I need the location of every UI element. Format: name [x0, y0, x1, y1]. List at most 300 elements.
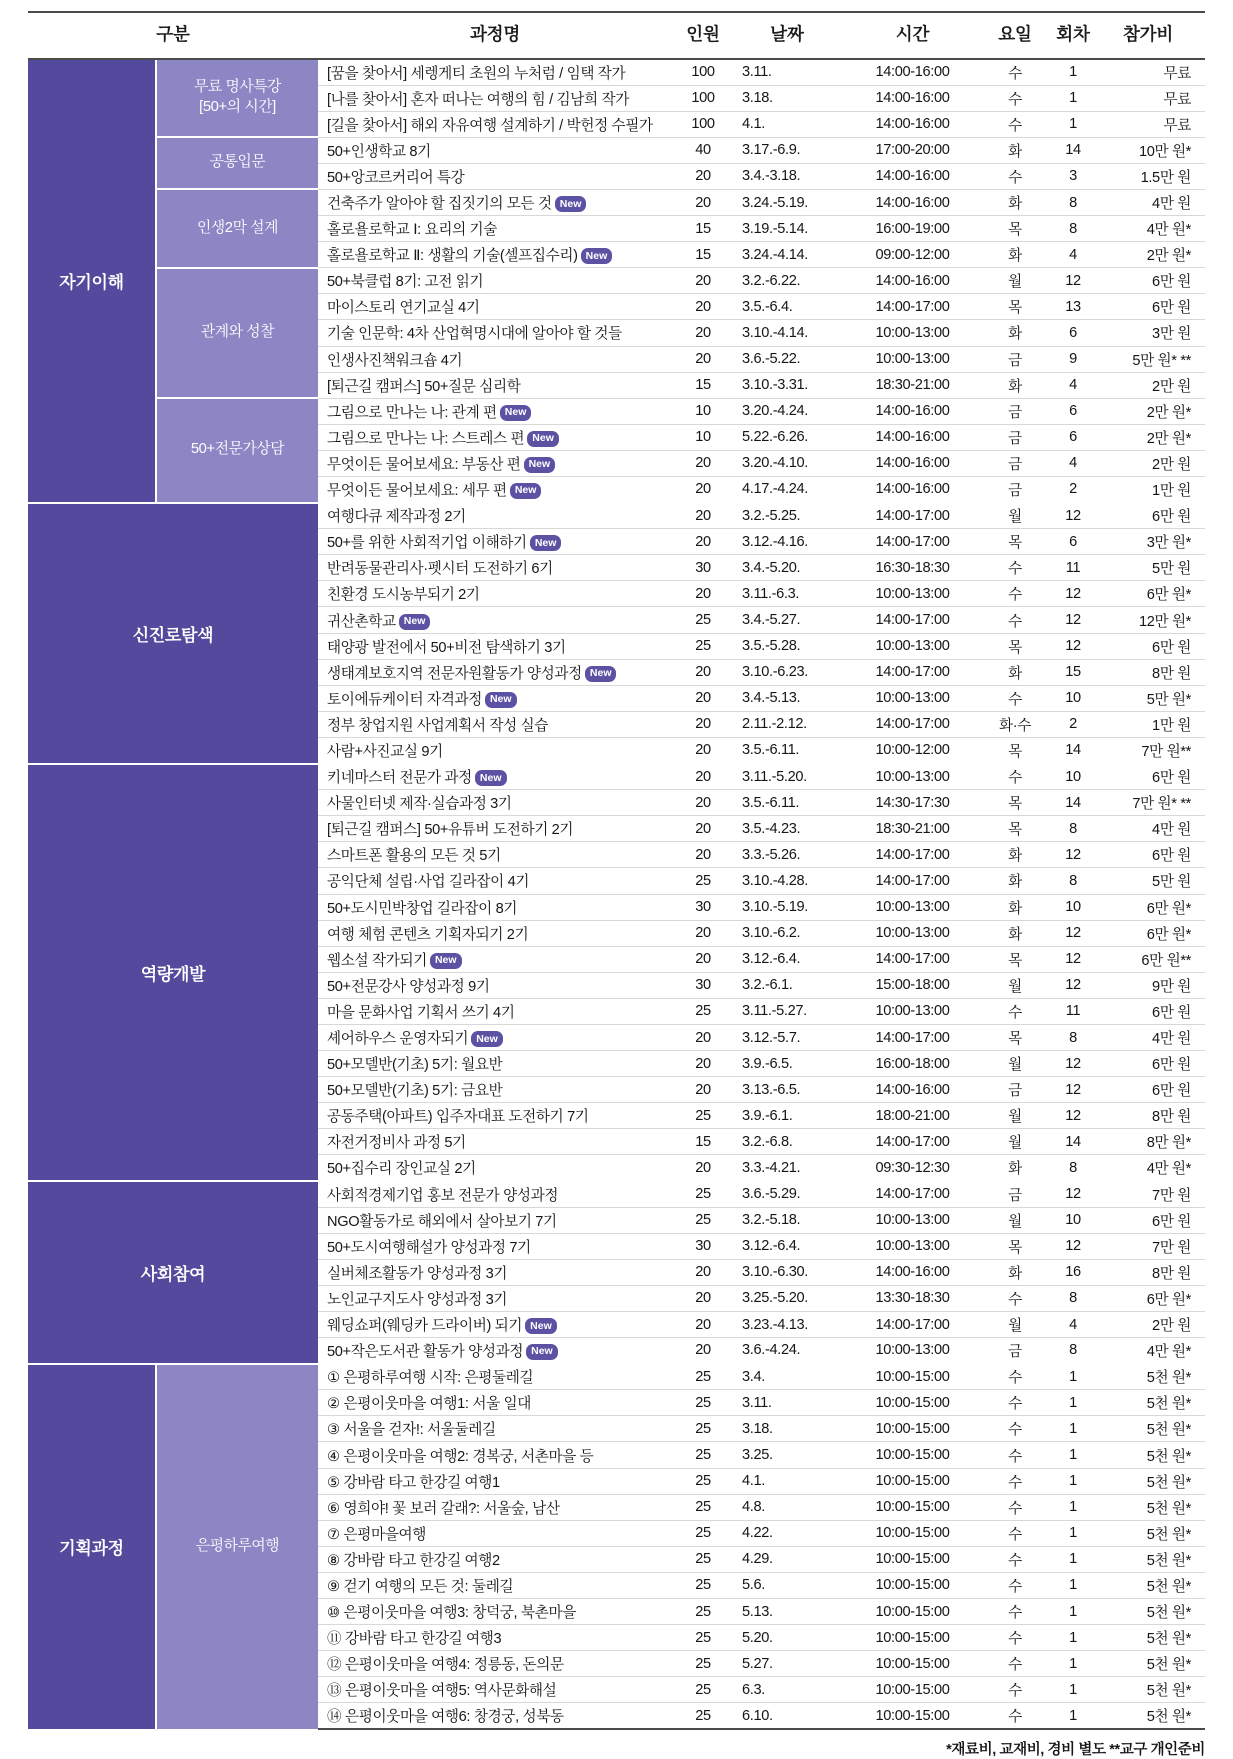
day-cell: 화 — [985, 1155, 1045, 1181]
sessions-cell: 8 — [1045, 868, 1101, 894]
day-cell: 수 — [985, 555, 1045, 581]
day-cell: 화 — [985, 137, 1045, 163]
sessions-cell: 1 — [1045, 1416, 1101, 1442]
subcategory-cell: 50+전문가상담 — [156, 398, 318, 502]
capacity-cell: 25 — [672, 1546, 734, 1572]
capacity-cell: 40 — [672, 137, 734, 163]
capacity-cell: 25 — [672, 1599, 734, 1625]
subcategory-cell: 인생2막 설계 — [156, 189, 318, 267]
time-cell: 14:00-16:00 — [840, 111, 985, 137]
day-cell: 수 — [985, 607, 1045, 633]
sessions-cell: 8 — [1045, 189, 1101, 215]
time-cell: 14:00-17:00 — [840, 659, 985, 685]
day-cell: 수 — [985, 111, 1045, 137]
course-name-cell: NGO활동가로 해외에서 살아보기 7기 — [318, 1207, 672, 1233]
day-cell: 수 — [985, 59, 1045, 85]
fee-cell: 5천 원* — [1101, 1546, 1205, 1572]
fee-cell: 6만 원* — [1101, 920, 1205, 946]
time-cell: 14:00-17:00 — [840, 1312, 985, 1338]
fee-cell: 6만 원 — [1101, 1077, 1205, 1103]
capacity-cell: 25 — [672, 1651, 734, 1677]
date-cell: 3.6.-5.29. — [734, 1181, 840, 1207]
course-name-cell: 건축주가 알아야 할 집짓기의 모든 것 New — [318, 189, 672, 215]
new-badge: New — [585, 666, 617, 682]
table-row — [28, 1181, 1205, 1207]
date-cell: 3.10.-5.19. — [734, 894, 840, 920]
day-cell: 화 — [985, 242, 1045, 268]
sessions-cell: 4 — [1045, 450, 1101, 476]
sessions-cell: 1 — [1045, 1572, 1101, 1598]
date-cell: 5.22.-6.26. — [734, 424, 840, 450]
sessions-cell: 1 — [1045, 1364, 1101, 1390]
course-name-cell: 스마트폰 활용의 모든 것 5기 — [318, 842, 672, 868]
day-cell: 수 — [985, 1520, 1045, 1546]
time-cell: 14:00-16:00 — [840, 163, 985, 189]
capacity-cell: 25 — [672, 1703, 734, 1729]
day-cell: 월 — [985, 1312, 1045, 1338]
time-cell: 10:00-15:00 — [840, 1599, 985, 1625]
course-schedule-table — [28, 11, 1205, 1730]
category-cell: 기획과정 — [28, 1364, 156, 1729]
course-name-cell: 50+집수리 장인교실 2기 — [318, 1155, 672, 1181]
fee-cell: 2만 원 — [1101, 1312, 1205, 1338]
capacity-cell: 25 — [672, 1677, 734, 1703]
day-cell: 수 — [985, 1651, 1045, 1677]
date-cell: 4.22. — [734, 1520, 840, 1546]
sessions-cell: 10 — [1045, 1207, 1101, 1233]
course-name-cell: ⑤ 강바람 타고 한강길 여행1 — [318, 1468, 672, 1494]
date-cell: 3.20.-4.10. — [734, 450, 840, 476]
capacity-cell: 100 — [672, 85, 734, 111]
capacity-cell: 20 — [672, 268, 734, 294]
capacity-cell: 20 — [672, 1024, 734, 1050]
date-cell: 3.11. — [734, 1390, 840, 1416]
date-cell: 3.11.-5.27. — [734, 998, 840, 1024]
time-cell: 10:00-15:00 — [840, 1625, 985, 1651]
day-cell: 수 — [985, 685, 1045, 711]
sessions-cell: 10 — [1045, 764, 1101, 790]
sessions-cell: 8 — [1045, 1155, 1101, 1181]
course-name-cell: 마이스토리 연기교실 4기 — [318, 294, 672, 320]
date-cell: 3.3.-4.21. — [734, 1155, 840, 1181]
fee-cell: 2만 원 — [1101, 450, 1205, 476]
date-cell: 3.18. — [734, 1416, 840, 1442]
date-cell: 3.18. — [734, 85, 840, 111]
course-name-cell: 50+작은도서관 활동가 양성과정 New — [318, 1338, 672, 1364]
sessions-cell: 1 — [1045, 1546, 1101, 1572]
day-cell: 금 — [985, 450, 1045, 476]
day-cell: 월 — [985, 972, 1045, 998]
day-cell: 월 — [985, 1051, 1045, 1077]
sessions-cell: 10 — [1045, 894, 1101, 920]
sessions-cell: 14 — [1045, 1129, 1101, 1155]
sessions-cell: 12 — [1045, 1077, 1101, 1103]
day-cell: 화·수 — [985, 711, 1045, 737]
sessions-cell: 11 — [1045, 998, 1101, 1024]
course-name-cell: 50+모델반(기초) 5기: 월요반 — [318, 1051, 672, 1077]
capacity-cell: 10 — [672, 398, 734, 424]
table-row — [28, 59, 1205, 85]
fee-cell: 6만 원** — [1101, 946, 1205, 972]
sessions-cell: 9 — [1045, 346, 1101, 372]
day-cell: 목 — [985, 946, 1045, 972]
time-cell: 14:00-16:00 — [840, 424, 985, 450]
fee-cell: 6만 원* — [1101, 894, 1205, 920]
sessions-cell: 6 — [1045, 320, 1101, 346]
capacity-cell: 20 — [672, 529, 734, 555]
course-name-cell: ⑦ 은평마을여행 — [318, 1520, 672, 1546]
sessions-cell: 2 — [1045, 477, 1101, 503]
day-cell: 수 — [985, 1442, 1045, 1468]
fee-cell: 5천 원* — [1101, 1416, 1205, 1442]
time-cell: 10:00-15:00 — [840, 1546, 985, 1572]
sessions-cell: 12 — [1045, 920, 1101, 946]
date-cell: 3.2.-6.22. — [734, 268, 840, 294]
day-cell: 수 — [985, 1364, 1045, 1390]
day-cell: 수 — [985, 1468, 1045, 1494]
date-cell: 3.4. — [734, 1364, 840, 1390]
date-cell: 3.10.-4.28. — [734, 868, 840, 894]
fee-cell: 5천 원* — [1101, 1703, 1205, 1729]
course-name-cell: 50+전문강사 양성과정 9기 — [318, 972, 672, 998]
table-row — [28, 764, 1205, 790]
fee-cell: 6만 원* — [1101, 581, 1205, 607]
day-cell: 금 — [985, 1077, 1045, 1103]
time-cell: 10:00-15:00 — [840, 1416, 985, 1442]
course-name-cell: 그림으로 만나는 나: 스트레스 편 New — [318, 424, 672, 450]
sessions-cell: 12 — [1045, 946, 1101, 972]
capacity-cell: 30 — [672, 555, 734, 581]
course-name-cell: ⑧ 강바람 타고 한강길 여행2 — [318, 1546, 672, 1572]
date-cell: 3.10.-6.2. — [734, 920, 840, 946]
capacity-cell: 20 — [672, 946, 734, 972]
date-cell: 3.12.-4.16. — [734, 529, 840, 555]
fee-cell: 7만 원 — [1101, 1181, 1205, 1207]
course-name-cell: ② 은평이웃마을 여행1: 서울 일대 — [318, 1390, 672, 1416]
capacity-cell: 20 — [672, 816, 734, 842]
time-cell: 10:00-13:00 — [840, 764, 985, 790]
date-cell: 3.12.-6.4. — [734, 1233, 840, 1259]
capacity-cell: 20 — [672, 294, 734, 320]
day-cell: 금 — [985, 424, 1045, 450]
table-row — [28, 189, 1205, 215]
course-name-cell: 홀로욜로학교 Ⅰ: 요리의 기술 — [318, 216, 672, 242]
date-cell: 3.25.-5.20. — [734, 1285, 840, 1311]
course-name-cell: 50+도시여행해설가 양성과정 7기 — [318, 1233, 672, 1259]
date-cell: 5.6. — [734, 1572, 840, 1598]
time-cell: 10:00-15:00 — [840, 1364, 985, 1390]
sessions-cell: 8 — [1045, 1024, 1101, 1050]
day-cell: 화 — [985, 894, 1045, 920]
time-cell: 18:30-21:00 — [840, 372, 985, 398]
day-cell: 금 — [985, 1338, 1045, 1364]
fee-cell: 5만 원 — [1101, 555, 1205, 581]
capacity-cell: 15 — [672, 242, 734, 268]
fee-cell: 4만 원 — [1101, 189, 1205, 215]
day-cell: 화 — [985, 1259, 1045, 1285]
sessions-cell: 12 — [1045, 268, 1101, 294]
sessions-cell: 6 — [1045, 398, 1101, 424]
date-cell: 3.11.-6.3. — [734, 581, 840, 607]
course-name-cell: ① 은평하루여행 시작: 은평둘레길 — [318, 1364, 672, 1390]
day-cell: 목 — [985, 1024, 1045, 1050]
table-row — [28, 398, 1205, 424]
time-cell: 15:00-18:00 — [840, 972, 985, 998]
new-badge: New — [555, 196, 587, 212]
time-cell: 14:30-17:30 — [840, 790, 985, 816]
capacity-cell: 25 — [672, 1207, 734, 1233]
capacity-cell: 20 — [672, 842, 734, 868]
date-cell: 3.4.-5.13. — [734, 685, 840, 711]
capacity-cell: 25 — [672, 1390, 734, 1416]
day-cell: 수 — [985, 1285, 1045, 1311]
new-badge: New — [527, 431, 559, 447]
new-badge: New — [526, 1344, 558, 1360]
date-cell: 2.11.-2.12. — [734, 711, 840, 737]
course-name-cell: 기술 인문학: 4차 산업혁명시대에 알아야 할 것들 — [318, 320, 672, 346]
date-cell: 3.25. — [734, 1442, 840, 1468]
date-cell: 3.11. — [734, 59, 840, 85]
time-cell: 16:30-18:30 — [840, 555, 985, 581]
fee-cell: 5천 원* — [1101, 1442, 1205, 1468]
fee-cell: 1만 원 — [1101, 477, 1205, 503]
date-cell: 3.5.-6.4. — [734, 294, 840, 320]
fee-cell: 2만 원* — [1101, 242, 1205, 268]
fee-cell: 8만 원 — [1101, 1259, 1205, 1285]
time-cell: 10:00-15:00 — [840, 1703, 985, 1729]
new-badge: New — [510, 483, 542, 499]
capacity-cell: 20 — [672, 1285, 734, 1311]
day-cell: 수 — [985, 998, 1045, 1024]
day-cell: 수 — [985, 1494, 1045, 1520]
time-cell: 17:00-20:00 — [840, 137, 985, 163]
day-cell: 목 — [985, 633, 1045, 659]
fee-cell: 4만 원* — [1101, 1155, 1205, 1181]
day-cell: 목 — [985, 1233, 1045, 1259]
subcategory-cell: 은평하루여행 — [156, 1364, 318, 1729]
time-cell: 14:00-17:00 — [840, 711, 985, 737]
header-row — [28, 12, 1205, 59]
capacity-cell: 20 — [672, 450, 734, 476]
capacity-cell: 20 — [672, 1338, 734, 1364]
course-name-cell: [퇴근길 캠퍼스] 50+질문 심리학 — [318, 372, 672, 398]
date-cell: 3.10.-6.30. — [734, 1259, 840, 1285]
course-name-cell: 50+앙코르커리어 특강 — [318, 163, 672, 189]
time-cell: 10:00-13:00 — [840, 1233, 985, 1259]
time-cell: 14:00-16:00 — [840, 59, 985, 85]
fee-cell: 1.5만 원 — [1101, 163, 1205, 189]
course-name-cell: ⑪ 강바람 타고 한강길 여행3 — [318, 1625, 672, 1651]
course-name-cell: 여행 체험 콘텐츠 기획자되기 2기 — [318, 920, 672, 946]
fee-cell: 6만 원 — [1101, 633, 1205, 659]
date-cell: 3.5.-5.28. — [734, 633, 840, 659]
fee-cell: 무료 — [1101, 111, 1205, 137]
sessions-cell: 14 — [1045, 137, 1101, 163]
capacity-cell: 25 — [672, 1364, 734, 1390]
fee-cell: 6만 원 — [1101, 764, 1205, 790]
course-name-cell: 50+인생학교 8기 — [318, 137, 672, 163]
date-cell: 3.4.-5.27. — [734, 607, 840, 633]
fee-cell: 6만 원 — [1101, 503, 1205, 529]
table-row — [28, 503, 1205, 529]
date-cell: 5.27. — [734, 1651, 840, 1677]
sessions-cell: 8 — [1045, 216, 1101, 242]
course-name-cell: 그림으로 만나는 나: 관계 편 New — [318, 398, 672, 424]
course-name-cell: 50+도시민박창업 길라잡이 8기 — [318, 894, 672, 920]
course-name-cell: ⑬ 은평이웃마을 여행5: 역사문화해설 — [318, 1677, 672, 1703]
table-row — [28, 137, 1205, 163]
date-cell: 3.10.-6.23. — [734, 659, 840, 685]
header-sessions: 회차 — [1045, 12, 1101, 59]
new-badge: New — [475, 770, 507, 786]
capacity-cell: 25 — [672, 1181, 734, 1207]
capacity-cell: 20 — [672, 477, 734, 503]
fee-cell: 5천 원* — [1101, 1677, 1205, 1703]
day-cell: 수 — [985, 1416, 1045, 1442]
time-cell: 14:00-17:00 — [840, 868, 985, 894]
day-cell: 화 — [985, 842, 1045, 868]
subcategory-cell: 공통입문 — [156, 137, 318, 189]
day-cell: 월 — [985, 1129, 1045, 1155]
course-name-cell: 자전거정비사 과정 5기 — [318, 1129, 672, 1155]
sessions-cell: 14 — [1045, 737, 1101, 763]
new-badge: New — [530, 535, 562, 551]
day-cell: 목 — [985, 816, 1045, 842]
sessions-cell: 1 — [1045, 1703, 1101, 1729]
time-cell: 10:00-13:00 — [840, 998, 985, 1024]
capacity-cell: 15 — [672, 216, 734, 242]
category-cell: 사회참여 — [28, 1181, 318, 1364]
sessions-cell: 1 — [1045, 1494, 1101, 1520]
fee-cell: 5천 원* — [1101, 1625, 1205, 1651]
course-name-cell: ⑩ 은평이웃마을 여행3: 창덕궁, 북촌마을 — [318, 1599, 672, 1625]
capacity-cell: 20 — [672, 1312, 734, 1338]
capacity-cell: 25 — [672, 1442, 734, 1468]
capacity-cell: 25 — [672, 1416, 734, 1442]
time-cell: 14:00-16:00 — [840, 85, 985, 111]
sessions-cell: 1 — [1045, 1651, 1101, 1677]
day-cell: 수 — [985, 85, 1045, 111]
category-cell: 신진로탐색 — [28, 503, 318, 764]
fee-cell: 2만 원 — [1101, 372, 1205, 398]
sessions-cell: 12 — [1045, 842, 1101, 868]
date-cell: 4.8. — [734, 1494, 840, 1520]
time-cell: 10:00-15:00 — [840, 1572, 985, 1598]
course-name-cell: 여행다큐 제작과정 2기 — [318, 503, 672, 529]
course-name-cell: ④ 은평이웃마을 여행2: 경복궁, 서촌마을 등 — [318, 1442, 672, 1468]
time-cell: 14:00-17:00 — [840, 1129, 985, 1155]
new-badge: New — [399, 614, 431, 630]
time-cell: 14:00-16:00 — [840, 1077, 985, 1103]
sessions-cell: 12 — [1045, 581, 1101, 607]
course-name-cell: 토이에듀케이터 자격과정 New — [318, 685, 672, 711]
time-cell: 10:00-13:00 — [840, 894, 985, 920]
date-cell: 3.5.-6.11. — [734, 737, 840, 763]
course-name-cell: ⑭ 은평이웃마을 여행6: 창경궁, 성북동 — [318, 1703, 672, 1729]
day-cell: 수 — [985, 764, 1045, 790]
sessions-cell: 4 — [1045, 1312, 1101, 1338]
course-name-cell: [나를 찾아서] 혼자 떠나는 여행의 힘 / 김남희 작가 — [318, 85, 672, 111]
course-name-cell: 셰어하우스 운영자되기 New — [318, 1024, 672, 1050]
sessions-cell: 12 — [1045, 972, 1101, 998]
day-cell: 목 — [985, 790, 1045, 816]
time-cell: 14:00-16:00 — [840, 398, 985, 424]
day-cell: 화 — [985, 372, 1045, 398]
capacity-cell: 15 — [672, 372, 734, 398]
sessions-cell: 6 — [1045, 424, 1101, 450]
capacity-cell: 25 — [672, 633, 734, 659]
capacity-cell: 20 — [672, 581, 734, 607]
fee-cell: 5천 원* — [1101, 1390, 1205, 1416]
date-cell: 3.2.-6.1. — [734, 972, 840, 998]
time-cell: 16:00-19:00 — [840, 216, 985, 242]
sessions-cell: 1 — [1045, 1599, 1101, 1625]
date-cell: 3.24.-5.19. — [734, 189, 840, 215]
table-row — [28, 1364, 1205, 1390]
course-name-cell: ⑫ 은평이웃마을 여행4: 정릉동, 돈의문 — [318, 1651, 672, 1677]
course-name-cell: [꿈을 찾아서] 세렝게티 초원의 누처럼 / 임택 작가 — [318, 59, 672, 85]
capacity-cell: 15 — [672, 1129, 734, 1155]
fee-cell: 5만 원 — [1101, 868, 1205, 894]
header-fee: 참가비 — [1101, 12, 1205, 59]
capacity-cell: 20 — [672, 685, 734, 711]
sessions-cell: 14 — [1045, 790, 1101, 816]
sessions-cell: 1 — [1045, 1520, 1101, 1546]
day-cell: 금 — [985, 398, 1045, 424]
course-name-cell: 공익단체 설립·사업 길라잡이 4기 — [318, 868, 672, 894]
sessions-cell: 2 — [1045, 711, 1101, 737]
header-capacity: 인원 — [672, 12, 734, 59]
fee-cell: 4만 원 — [1101, 816, 1205, 842]
course-name-cell: 마을 문화사업 기획서 쓰기 4기 — [318, 998, 672, 1024]
fee-cell: 6만 원 — [1101, 842, 1205, 868]
fee-cell: 9만 원 — [1101, 972, 1205, 998]
sessions-cell: 1 — [1045, 111, 1101, 137]
fee-cell: 1만 원 — [1101, 711, 1205, 737]
table-footnote: *재료비, 교재비, 경비 별도 **교구 개인준비 — [946, 1742, 1205, 1758]
capacity-cell: 25 — [672, 1572, 734, 1598]
time-cell: 10:00-15:00 — [840, 1468, 985, 1494]
capacity-cell: 20 — [672, 790, 734, 816]
capacity-cell: 25 — [672, 1520, 734, 1546]
sessions-cell: 13 — [1045, 294, 1101, 320]
time-cell: 14:00-17:00 — [840, 946, 985, 972]
subcategory-cell: 관계와 성찰 — [156, 268, 318, 398]
sessions-cell: 8 — [1045, 1338, 1101, 1364]
time-cell: 14:00-17:00 — [840, 294, 985, 320]
day-cell: 금 — [985, 1181, 1045, 1207]
sessions-cell: 16 — [1045, 1259, 1101, 1285]
day-cell: 수 — [985, 581, 1045, 607]
course-name-cell: 인생사진책워크숍 4기 — [318, 346, 672, 372]
time-cell: 18:00-21:00 — [840, 1103, 985, 1129]
capacity-cell: 20 — [672, 189, 734, 215]
sessions-cell: 12 — [1045, 1051, 1101, 1077]
sessions-cell: 12 — [1045, 1181, 1101, 1207]
header-day: 요일 — [985, 12, 1045, 59]
time-cell: 10:00-15:00 — [840, 1651, 985, 1677]
capacity-cell: 20 — [672, 711, 734, 737]
fee-cell: 6만 원 — [1101, 1051, 1205, 1077]
sessions-cell: 6 — [1045, 529, 1101, 555]
date-cell: 3.12.-6.4. — [734, 946, 840, 972]
date-cell: 3.4.-5.20. — [734, 555, 840, 581]
fee-cell: 6만 원 — [1101, 268, 1205, 294]
course-name-cell: [퇴근길 캠퍼스] 50+유튜버 도전하기 2기 — [318, 816, 672, 842]
capacity-cell: 25 — [672, 607, 734, 633]
course-name-cell: 홀로욜로학교 Ⅱ: 생활의 기술(셀프집수리) New — [318, 242, 672, 268]
course-name-cell: 생태계보호지역 전문자원활동가 양성과정 New — [318, 659, 672, 685]
